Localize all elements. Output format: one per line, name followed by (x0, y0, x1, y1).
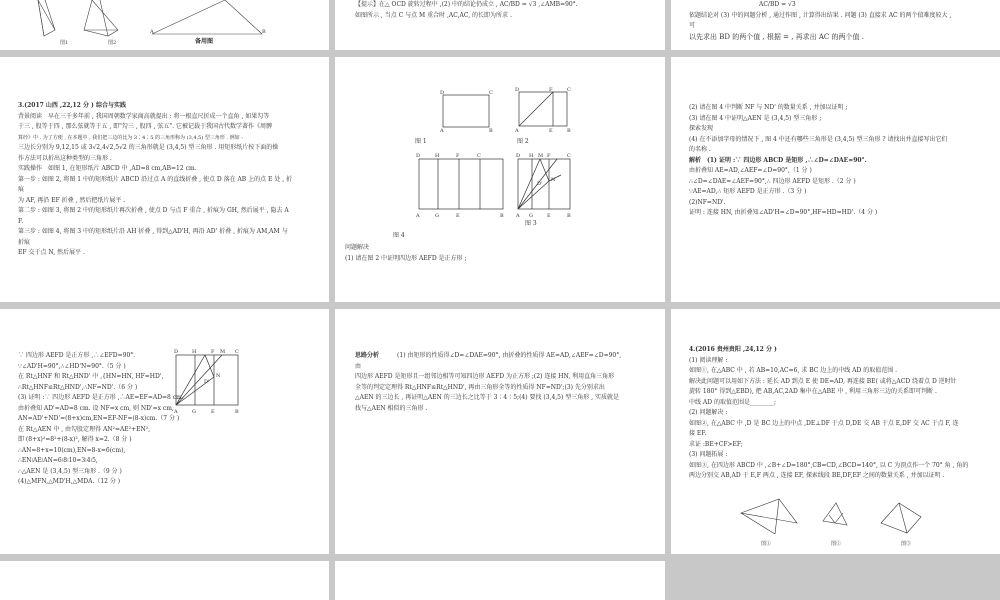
fig3-caption: 图③ (901, 541, 912, 547)
svg-text:A: A (416, 213, 420, 219)
fig2-caption: 图 2 (517, 138, 529, 145)
svg-text:C: C (567, 153, 571, 159)
svg-text:D: D (440, 90, 445, 96)
proof-line: 在 Rt△HNF 和 Rt△HND' 中 ,{HN=HN, HF=HD', (18, 373, 164, 380)
solution-line: 证明 : 连接 HN, 由折叠知∠AD'H=∠D=90°,HF=HD=HD'.（4 分 ) (689, 209, 878, 216)
svg-text:D: D (515, 87, 520, 93)
problem3-line: 第一步 : 如图 2, 将图 1 中的矩形纸片 ABCD 沿过点 A 的直线折叠 , 使点 D 落在 AB 上的点 E 处 , 折 (18, 175, 293, 183)
question-4-cont: 的名称 . (689, 146, 711, 153)
svg-text:F: F (547, 153, 551, 159)
svg-text:E: E (547, 213, 551, 219)
svg-text:F: F (456, 153, 460, 159)
svg-text:E: E (456, 213, 460, 219)
svg-text:H: H (435, 153, 440, 159)
idea-analysis-line: 四边形 AEFD 是矩形且一组邻边相等可知四边形 AEFD 为正方形 ;(2) 连接 HN, 利用直角三角形 (355, 373, 615, 380)
svg-text:C: C (567, 87, 571, 93)
proof-line: ∴EN∶AE∶AN=6∶8∶10=3∶4∶5, (18, 457, 98, 464)
explore-heading: 探索发现 (689, 125, 714, 132)
proof-line: ∴AN=8+x=10(cm),EN=8-x=6(cm), (18, 446, 126, 454)
problem3-line: 为 AF, 再沿 EF 折叠 , 然后把纸片展平 . (18, 196, 126, 204)
page-card-r3-right (671, 309, 1000, 554)
problem4-line: 解决此问题可以用如下方法 : 延长 AD 到点 E 使 DE=AD, 再连接 BE( 或将△ACD 绕着点 D 逆时针 (689, 377, 957, 385)
solution-line: ∴∠D=∠DAE=∠AEF=90°,∴ 四边形 AEFD 是矩形 .（2 分 ) (689, 177, 856, 185)
proof-line: ∴Rt△HNF≌Rt△HND',∴NF=ND'.（6 分 ) (18, 383, 138, 391)
fig2-caption: 图2 (108, 40, 117, 46)
analysis-line-2: 可 (689, 22, 696, 29)
proof-line: ∵ 四边形 AEFD 是正方形 ,∴∠EFD=90°. (18, 352, 136, 359)
proof-line: AN=AD'+ND'=(8+x)cm,EN=EF-NF=(8-x)cm.（7 分 ) (18, 415, 180, 422)
question-2: (2) 请在图 4 中判断 NF 与 ND' 的数量关系 , 并加以证明 ; (689, 104, 848, 111)
problem4-line: 如图②, 在△ABC 中 ,D 是 BC 边上的中点 ,DE⊥DF 于点 D,DE 交 AB 于点 E,DF 交 AC 于点 F, 连 (689, 419, 959, 427)
problem3-line: F. (18, 217, 24, 225)
problem3-line: 于三 , 股等于四 , 那么弦就等于五 , 即"勾三 , 股四 , 弦五". 它被记载于我国古代数学著作《周髀 (18, 123, 272, 130)
solution-line: (2)NF=ND'. (689, 198, 726, 206)
problem4-line: 旋转 180° 得到△EBD), 把 AB,AC,2AD 集中在△ABE 中 , 利用三角形三边的关系即可判断 . (689, 388, 937, 395)
svg-text:H: H (529, 153, 534, 159)
svg-text:B: B (235, 409, 239, 415)
page-card-r2-right (671, 57, 1000, 302)
solution-line: ∵AE=AD,∴ 矩形 AEFD 是正方形 .（3 分 ) (689, 188, 807, 195)
idea-analysis-line: △AEN 的三边长 , 再证明△AEN 的三边长之比等于 3∶4∶5;(4) 要找 (3,4,5) 型三角形 , 实质就是 (355, 394, 619, 401)
svg-text:F: F (211, 349, 215, 355)
proof-line: ∴△AEN 是 (3,4,5) 型三角形 .（9 分 ) (18, 467, 122, 475)
problem3-line: 折痕 (18, 238, 31, 246)
problem4-line: (1) 阅读理解 : (689, 356, 728, 364)
idea-analysis-line: 找与△AEN 相似的三角形 . (355, 404, 428, 412)
svg-text:C: C (235, 349, 239, 355)
problem4-line: 接 EF. (689, 430, 707, 437)
fig1-caption: 图1 (60, 40, 69, 46)
svg-text:D: D (416, 153, 421, 159)
idea-analysis-heading: 思路分析 (355, 352, 380, 359)
proof-line: 即 (8+x)²=8²+(8-x)², 解得 x=2.（8 分 ) (18, 436, 132, 443)
page-card-r1-left (0, 0, 329, 50)
problem3-line: 痕 (18, 186, 25, 193)
spare-figure-caption: 备用图 (195, 38, 214, 45)
idea-analysis-line: 全等的判定定理得 Rt△HNF≌Rt△HND', 再由三角形全等的性质得 NF=ND';(3) 先分别求出 (355, 383, 605, 391)
problem4-line: 求证 :BE+CF>EF; (689, 440, 743, 448)
proof-line: (3) 证明 :∵ 四边形 AEFD 是正方形 ,∴AE=EF=AD=8 cm. (18, 394, 184, 401)
problem3-line: EF 交于点 N, 然后展平 . (18, 249, 85, 256)
svg-text:B: B (489, 128, 493, 134)
page-card-r2-mid (335, 57, 665, 302)
hint-line-1: 【提示】在△ OCD 旋转过程中 ,(2) 中的结论仍成立 , AC/BD = √3 ,∠AMB=90°. (355, 1, 578, 8)
problem3-line: 实践操作 如图 1, 在矩形纸片 ABCD 中 ,AD=8 cm,AB=12 cm. (18, 165, 197, 172)
hint-line-2: 如图所示 , 当点 C 与点 M 重合时 ,AC,AC, 的长即为所求 . (355, 11, 512, 19)
page-card-r1-mid (335, 0, 665, 50)
page-card-r3-mid (335, 309, 665, 554)
problem4-line: 如图③, 在四边形 ABCD 中 ,∠B+∠D=180°,CB=CD,∠BCD=140°, 以 C 为顶点作一个 70° 角 , 角的 (689, 461, 969, 469)
problem4-line: (3) 问题拓展 : (689, 451, 728, 458)
analysis-line-1: 依题结论对 (3) 中的问题分析 , 通过作图 , 计算得出结果 . 问题 (3) 直接求 AC 的两个值难度较大 , (689, 11, 952, 19)
problem3-line: 背景阅读 早在三千多年前 , 我国周朝数学家商高就提出 : 将一根直尺折成一个直角 , 如果勾等 (18, 112, 270, 120)
svg-text:A: A (174, 409, 178, 415)
svg-text:G: G (435, 213, 439, 219)
svg-text:D': D' (537, 181, 543, 187)
svg-text:H: H (192, 349, 197, 355)
svg-text:G: G (529, 213, 533, 219)
svg-text:A: A (516, 213, 520, 219)
svg-text:D: D (516, 153, 521, 159)
label-b: B (262, 29, 266, 35)
triangle-figures (0, 0, 329, 50)
fig2-caption: 图② (831, 541, 842, 547)
svg-text:N: N (551, 177, 556, 183)
problem4-line: 两边分别交 AB,AD 于 E,F 两点 , 连接 EF, 探索线段 BE,DF,EF 之间的数量关系 , 并加以证明 . (689, 472, 945, 479)
problem-solving-heading: 问题解决 (345, 244, 370, 251)
svg-text:A: A (440, 128, 444, 134)
svg-text:G: G (192, 409, 196, 415)
rectangle-folding-figures (335, 57, 665, 302)
analysis-line-3: 以先求出 BD 的两个值 , 根据 = , 再求出 AC 的两个值 . (689, 32, 864, 41)
problem3-line: 第三步 : 如图 4, 将图 3 中的矩形纸片沿 AH 折叠 , 得到△AD'H, 再沿 AD' 折叠 , 折痕为 AM,AM 与 (18, 228, 288, 235)
label-a: A (150, 29, 154, 35)
svg-text:M: M (220, 349, 226, 355)
svg-text:M: M (538, 153, 544, 159)
problem3-line: 作方法可以折出这种类型的三角形 . (18, 154, 112, 162)
page-card-r3-left (0, 309, 329, 554)
proof-line: 在 Rt△AEN 中 , 由勾股定理得 AN²=AE²+EN², (18, 425, 151, 433)
svg-text:D': D' (204, 379, 210, 385)
solution-line: 由折叠知 AE=AD,∠AEF=∠D=90°,（1 分 ) (689, 167, 812, 174)
problem4-line: 中线 AD 的取值范围是________; (689, 398, 776, 406)
proof-line: ∵∠AD'H=90°,∴∠HD'N=90°.（5 分 ) (18, 362, 126, 370)
svg-text:D: D (174, 349, 179, 355)
ratio-fraction: AC/BD = √3 (759, 1, 796, 8)
page-card-r4-left (0, 561, 329, 600)
svg-text:A: A (515, 128, 519, 134)
page-card-r1-right (671, 0, 1000, 50)
problem3-line: 算经》中 . 为了方便 , 在本题中 , 我们把三边的比为 3∶4∶5 的三角形称为 (3,4,5) 型三角形 . 例如 : (18, 134, 243, 141)
problem4-line: 如图①, 在△ABC 中 , 若 AB=10,AC=6, 求 BC 边上的中线 AD 的取值范围 . (689, 367, 898, 374)
question-4: (4) 在不添加字母的情况下 , 图 4 中还有哪些三角形是 (3,4,5) 型三角形 ? 请找出并直接写出它们 (689, 135, 948, 143)
problem3-line: 第二步 : 如图 3, 将图 2 中的矩形纸片再次折叠 , 使点 D 与点 F 重合 , 折痕为 GH, 然后展平 , 隐去 A (18, 207, 289, 214)
triangle-figures-4 (671, 309, 1000, 554)
svg-text:F: F (549, 87, 553, 93)
svg-text:C: C (489, 90, 493, 96)
page-card-r2-left (0, 57, 329, 302)
svg-text:C: C (477, 153, 481, 159)
svg-text:E: E (211, 409, 215, 415)
svg-text:B: B (500, 213, 504, 219)
idea-analysis-line: 由 (355, 362, 362, 370)
fig1-caption: 图 1 (415, 138, 427, 145)
fig4-caption: 图 4 (393, 232, 405, 239)
problem3-title: 3.(2017 山西 ,22,12 分 ) 综合与实践 (18, 102, 126, 109)
fig1-caption: 图① (761, 541, 772, 547)
problem4-line: (2) 问题解决 : (689, 409, 728, 416)
svg-text:E: E (549, 128, 553, 134)
question-3: (3) 请在图 4 中证明△AEN 是 (3,4,5) 型三角形 ; (689, 114, 822, 122)
svg-text:N: N (216, 373, 221, 379)
proof-line: 由折叠知 AD'=AD=8 cm. 设 NF=x cm, 则 ND'=x cm, (18, 404, 174, 412)
problem3-line: 三边长分别为 9,12,15 或 3√2,4√2,5√2 的三角形就是 (3,4,5) 型三角形 . 用矩形纸片按下面的操 (18, 144, 279, 151)
solution-line: 解析 (1) 证明 :∵ 四边形 ABCD 是矩形 ,∴∠D=∠DAE=90°. (689, 156, 867, 164)
idea-analysis-line: 思路分析 (1) 由矩形的性质得∠D=∠DAE=90°, 由折叠的性质得 AE=AD,∠AEF=∠D=90°, (355, 352, 622, 359)
page-card-r4-mid (335, 561, 665, 600)
svg-text:B: B (567, 213, 571, 219)
fig3-caption: 图 3 (525, 220, 537, 227)
question-1: (1) 请在图 2 中证明四边形 AEFD 是正方形 ; (345, 254, 467, 262)
svg-text:B: B (567, 128, 571, 134)
problem4-title: 4.(2016 贵州贵阳 ,24,12 分 ) (689, 346, 777, 353)
proof-line: (4)△MFN,△MD'H,△MDA.（12 分 ) (18, 478, 121, 485)
